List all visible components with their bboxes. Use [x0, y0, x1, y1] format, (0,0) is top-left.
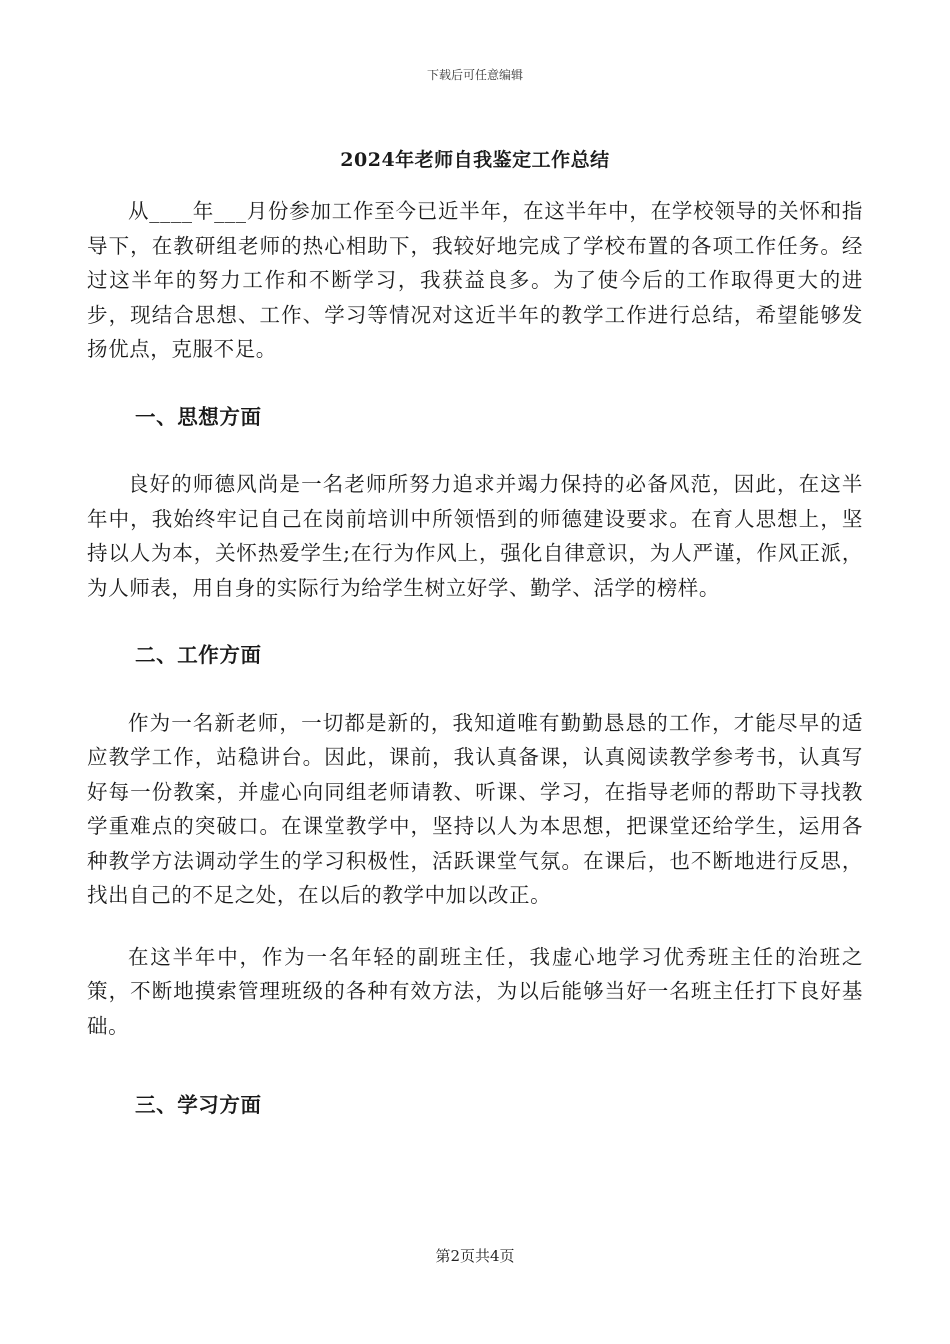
header-note: 下载后可任意编辑 — [426, 68, 523, 82]
intro-paragraph: 从____年___月份参加工作至今已近半年，在这半年中，在学校领导的关怀和指导下，在教研组老师的热心相助下，我较好地完成了学校布置的各项工作任务。经过这半年的努力工作和不断学习，我获益良多。为了使今后的工作取得更大的进步，现结合思想、工作、学习等情况对这近半年的教学工作进行总结，希望能够发扬优点，克服不足。 — [87, 199, 863, 361]
section-heading-study: 三、学习方面 — [135, 1093, 262, 1117]
work-paragraph-1: 作为一名新老师，一切都是新的，我知道唯有勤勤恳恳的工作，才能尽早的适应教学工作，站稳讲台。因此，课前，我认真备课，认真阅读教学参考书，认真写好每一份教案，并虚心向同组老师请教、听课、学习，在指导老师的帮助下寻找教学重难点的突破口。在课堂教学中，坚持以人为本思想，把课堂还给学生，运用各种教学方法调动学生的学习积极性，活跃课堂气氛。在课后，也不断地进行反思，找出自己的不足之处，在以后的教学中加以改正。 — [87, 710, 863, 907]
thought-paragraph: 良好的师德风尚是一名老师所努力追求并竭力保持的必备风范，因此，在这半年中，我始终牢记自己在岗前培训中所领悟到的师德建设要求。在育人思想上，坚持以人为本，关怀热爱学生;在行为作风上，强化自律意识，为人严谨，作风正派，为人师表，用自身的实际行为给学生树立好学、勤学、活学的榜样。 — [87, 472, 863, 600]
document-title: 2024年老师自我鉴定工作总结 — [340, 149, 610, 171]
page-footer: 第2页共4页 — [435, 1247, 515, 1265]
work-paragraph-2: 在这半年中，作为一名年轻的副班主任，我虚心地学习优秀班主任的治班之策，不断地摸索管理班级的各种有效方法，为以后能够当好一名班主任打下良好基础。 — [87, 944, 863, 1038]
section-heading-thought: 一、思想方面 — [135, 404, 262, 429]
document-body — [87, 194, 863, 1123]
section-heading-work: 二、工作方面 — [135, 643, 262, 667]
